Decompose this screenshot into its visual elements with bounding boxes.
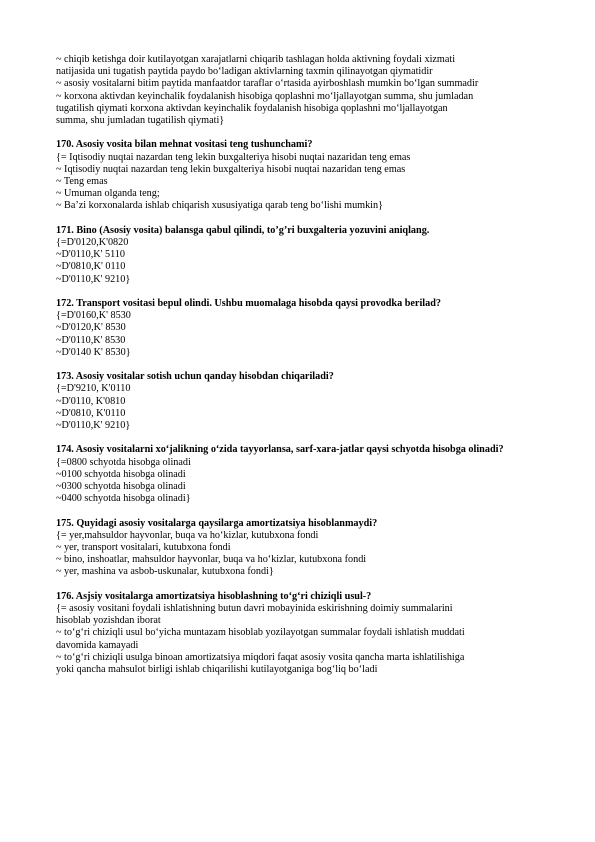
question-171 xyxy=(56,225,556,286)
question-title: 175. Quyidagi asosiy vositalarga qaysilarga amortizatsiya hisoblanmaydi? xyxy=(56,517,378,529)
spacer xyxy=(56,213,556,225)
answer-line: {=D'9210, K'0110 xyxy=(56,383,131,395)
answer-line: ~D'0140 K' 8530} xyxy=(56,346,131,358)
answer-line: {= asosiy vositani foydali ishlatishning butun davri mobayinida eskirishning doimiy summalarini xyxy=(56,603,453,615)
answer-line: summa, shu jumladan tugatilish qiymati} xyxy=(56,115,225,127)
question-175 xyxy=(56,518,556,579)
question-172 xyxy=(56,298,556,359)
intro-answers xyxy=(56,54,556,127)
answer-line: ~ korxona aktivdan keyinchalik foydalanish hisobiga qoplashni mo‘ljallayotgan summa, shu jumladan xyxy=(56,90,474,102)
answer-line: ~ chiqib ketishga doir kutilayotgan xarajatlarni chiqarib tashlagan holda aktivning foydali xizmati xyxy=(56,54,456,65)
answer-line: ~ Ba’zi korxonalarda ishlab chiqarish xususiyatiga qarab teng bo‘lishi mumkin} xyxy=(56,200,383,212)
answer-line: ~ to‘g‘ri chiziqli usulga binoan amortizatsiya miqdori faqat asosiy vosita qancha marta ishlatilishiga xyxy=(56,651,465,663)
answer-line: ~0400 schyotda hisobga olinadi} xyxy=(56,493,191,505)
answer-line: {=0800 schyotda hisobga olinadi xyxy=(56,456,191,468)
answer-line: ~ Iqtisodiy nuqtai nazardan teng lekin buxgalteriya hisobi nuqtai nazaridan teng emas xyxy=(56,163,406,175)
question-title: 173. Asosiy vositalar sotish uchun qanday hisobdan chiqariladi? xyxy=(56,371,334,383)
question-title: 174. Asosiy vositalarni xo‘jalikning o‘zida tayyorlansa, sarf-xara-jatlar qaysi schyotda hisobga olinadi? xyxy=(56,444,504,456)
answer-line: ~0300 schyotda hisobga olinadi xyxy=(56,481,186,493)
answer-line: ~D'0810,K' 0110 xyxy=(56,261,126,273)
answer-line: ~ bino, inshoatlar, mahsuldor hayvonlar, buqa va ho‘kizlar, kutubxona fondi xyxy=(56,554,367,566)
question-176 xyxy=(56,591,556,676)
answer-line: ~ to‘g‘ri chiziqli usul bo‘yicha muntazam hisoblab yozilayotgan summalar foydali ishlatish muddati xyxy=(56,627,465,639)
question-title: 172. Transport vositasi bepul olindi. Ushbu muomalaga hisobda qaysi provodka berilad? xyxy=(56,298,441,310)
answer-line: tugatilish qiymati korxona aktivdan keyinchalik foydalanish hisobiga qoplashni mo‘ljallayotgan xyxy=(56,102,448,114)
answer-line: {= yer,mahsuldor hayvonlar, buqa va ho‘kizlar, kutubxona fondi xyxy=(56,529,319,541)
spacer xyxy=(56,127,556,139)
answer-line: ~ yer, mashina va asbob-uskunalar, kutubxona fondi} xyxy=(56,566,274,578)
answer-line: yoki qancha mahsulot birligi ishlab chiqarilishi kutilayotganiga bog‘liq bo‘ladi xyxy=(56,664,378,676)
answer-line: ~ asosiy vositalarni bitim paytida manfaatdor taraflar o‘rtasida ayirboshlash mumkin bo‘lgan summadir xyxy=(56,78,479,90)
answer-line: ~D'0110, K'0810 xyxy=(56,395,126,407)
spacer xyxy=(56,286,556,298)
question-title: 176. Asjsiy vositalarga amortizatsiya hisoblashning to‘g‘ri chiziqli usul-? xyxy=(56,590,372,602)
answer-line: natijasida uni tugatish paytida paydo bo‘ladigan aktivlarning taxmin qilinayotgan qiymatidir xyxy=(56,66,433,78)
question-title: 170. Asosiy vosita bilan mehnat vositasi teng tushunchami? xyxy=(56,139,313,151)
spacer xyxy=(56,359,556,371)
answer-line: ~D'0110,K' 8530 xyxy=(56,334,126,346)
question-title: 171. Bino (Asosiy vosita) balansga qabul qilindi, to’g’ri buxgalteria yozuvini aniqlang. xyxy=(56,224,430,236)
question-174 xyxy=(56,444,556,505)
answer-line: ~ Umuman olganda teng; xyxy=(56,188,160,200)
answer-line: ~ yer, transport vositalari, kutubxona fondi xyxy=(56,542,231,554)
answer-line: ~D'0120,K' 8530 xyxy=(56,322,126,334)
answer-line: ~D'0110,K' 9210} xyxy=(56,420,131,432)
spacer xyxy=(56,505,556,517)
answer-line: hisoblab yozishdan iborat xyxy=(56,615,161,627)
answer-line: ~ Teng emas xyxy=(56,176,108,188)
spacer xyxy=(56,432,556,444)
question-173 xyxy=(56,371,556,432)
question-170 xyxy=(56,139,556,212)
document-page xyxy=(56,54,556,676)
answer-line: {=D'0160,K' 8530 xyxy=(56,310,131,322)
answer-line: {=D'0120,K'0820 xyxy=(56,237,129,249)
answer-line: ~0100 schyotda hisobga olinadi xyxy=(56,468,186,480)
answer-line: ~D'0110,K' 5110 xyxy=(56,249,125,261)
answer-line: ~D'0810, K'0110 xyxy=(56,407,126,419)
answer-line: ~D'0110,K' 9210} xyxy=(56,273,131,285)
answer-line: {= Iqtisodiy nuqtai nazardan teng lekin buxgalteriya hisobi nuqtai nazaridan teng emas xyxy=(56,151,411,163)
answer-line: davomida kamayadi xyxy=(56,639,139,651)
spacer xyxy=(56,579,556,591)
